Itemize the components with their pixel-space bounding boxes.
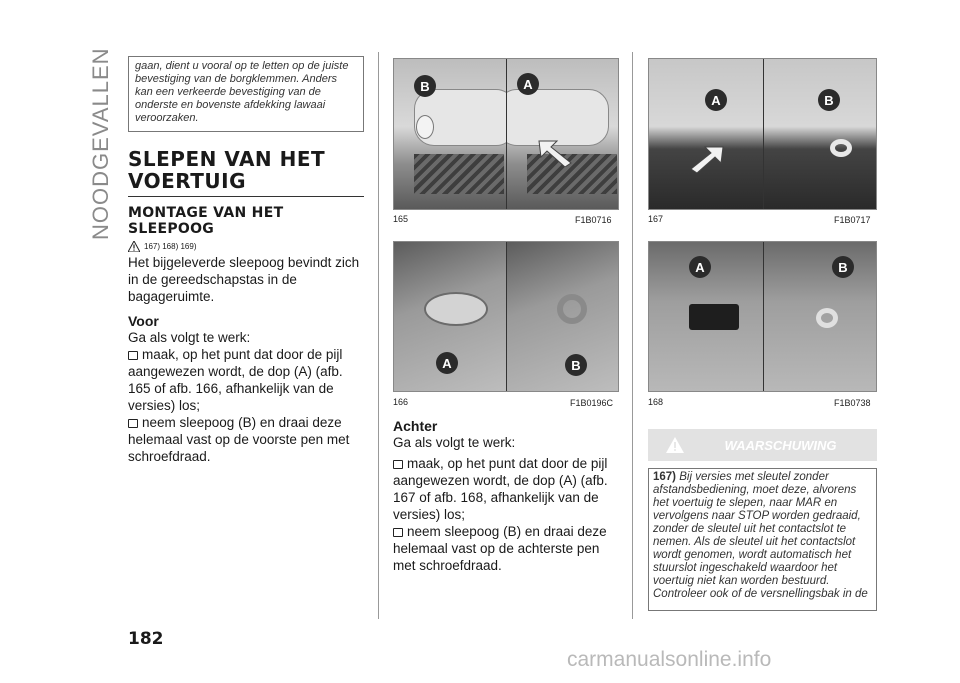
middle-column-text xyxy=(393,418,623,574)
figure-165-callout-a: A xyxy=(517,73,539,95)
warning-box xyxy=(648,468,877,611)
front-step-2 xyxy=(128,414,364,465)
figure-165-right-view xyxy=(507,59,618,209)
figure-166-code: F1B0196C xyxy=(570,398,614,408)
rear-step-2-text: neem sleepoog (B) en draai deze helemaal vast op de achterste pen met schroefdraad. xyxy=(393,524,607,573)
figure-167-right-view xyxy=(764,59,876,209)
figure-167-callout-a: A xyxy=(705,89,727,111)
rear-step-1 xyxy=(393,455,623,523)
intro-paragraph: Het bijgeleverde sleepoog bevindt zich in de gereedschapstas in de bagageruimte. xyxy=(128,255,360,304)
tow-cap-shape xyxy=(416,115,434,139)
heading-sub: MONTAGE VAN HET SLEEPOOG xyxy=(128,205,284,237)
intro-note-box xyxy=(128,56,364,132)
arrow-icon xyxy=(689,143,725,173)
figure-167-number: 167 xyxy=(648,214,664,224)
page-number: 182 xyxy=(128,629,164,649)
figure-165-left-view xyxy=(394,59,506,209)
tow-cap-shape xyxy=(424,292,488,326)
figure-168-code: F1B0738 xyxy=(834,398,871,408)
figure-168-left-view xyxy=(649,242,763,391)
left-column xyxy=(128,148,364,465)
figure-166-callout-b: B xyxy=(565,354,587,376)
rear-step-2 xyxy=(393,523,623,574)
figure-166-right-view xyxy=(507,242,618,391)
section-side-title: NOODGEVALLEN xyxy=(88,47,113,240)
tow-cap-shape xyxy=(689,304,739,330)
warning-title: WAARSCHUWING xyxy=(724,437,837,453)
warning-header xyxy=(648,429,877,461)
grille-shape xyxy=(414,154,504,194)
figure-168-right-view xyxy=(764,242,876,391)
warning-refs xyxy=(128,241,364,252)
front-lead: Ga als volgt te werk: xyxy=(128,330,251,345)
figure-166 xyxy=(393,241,619,392)
site-watermark: carmanualsonline.info xyxy=(567,648,772,671)
intro-note-text: gaan, dient u vooral op te letten op de juiste bevestiging van de borgklemmen. Anders kan een verkeerde bevestiging van de onderste en bovenste afdekking lawaai veroorzaken. xyxy=(135,60,349,124)
figure-165 xyxy=(393,58,619,210)
figure-168-callout-a: A xyxy=(689,256,711,278)
figure-168 xyxy=(648,241,877,392)
figure-165-number: 165 xyxy=(393,214,409,224)
warning-text: Bij versies met sleutel zonder afstandsbediening, moet deze, alvorens het voertuig te slepen, naar MAR en vervolgens naar STOP worden gedraaid, zonder de sleutel uit het contactslot te nemen. Als de sleutel uit het contactslot wordt genomen, wordt automatisch het stuurslot ingeschakeld waardoor het voertuig niet kan worden bestuurd. Controleer ook of de versnellingsbak in de xyxy=(653,471,868,600)
figure-168-callout-b: B xyxy=(832,256,854,278)
tow-eye-shape xyxy=(830,139,852,157)
warning-triangle-icon xyxy=(128,241,140,252)
column-divider xyxy=(632,52,633,619)
tow-eye-shape xyxy=(557,294,587,324)
warning-ref: 167) xyxy=(653,471,677,483)
figure-166-left-view xyxy=(394,242,506,391)
front-step-2-text: neem sleepoog (B) en draai deze helemaal vast op de voorste pen met schroefdraad. xyxy=(128,415,350,464)
front-step-1-text: maak, op het punt dat door de pijl aangewezen wordt, de dop (A) (afb. 165 of afb. 166, afhankelijk van de versies) los; xyxy=(128,347,343,413)
figure-167-left-view xyxy=(649,59,763,209)
figure-166-number: 166 xyxy=(393,397,409,407)
figure-166-callout-a: A xyxy=(436,352,458,374)
heading-rule xyxy=(128,196,364,197)
rear-step-1-text: maak, op het punt dat door de pijl aangewezen wordt, de dop (A) (afb. 167 of afb. 168, afhankelijk van de versies) los; xyxy=(393,456,608,522)
front-step-1 xyxy=(128,346,364,414)
figure-167-code: F1B0717 xyxy=(834,215,871,225)
heading-main: SLEPEN VAN HET VOERTUIG xyxy=(128,147,326,193)
figure-167 xyxy=(648,58,877,210)
warning-refs-text: 167) 168) 169) xyxy=(144,242,197,251)
arrow-icon xyxy=(537,137,573,167)
column-divider xyxy=(378,52,379,619)
tow-eye-shape xyxy=(816,308,838,328)
figure-167-callout-b: B xyxy=(818,89,840,111)
rear-lead: Ga als volgt te werk: xyxy=(393,435,516,450)
rear-subtitle: Achter xyxy=(393,418,438,434)
figure-165-code: F1B0716 xyxy=(575,215,612,225)
figure-165-callout-b: B xyxy=(414,75,436,97)
front-subtitle: Voor xyxy=(128,313,159,329)
figure-168-number: 168 xyxy=(648,397,664,407)
warning-triangle-icon xyxy=(666,437,684,453)
